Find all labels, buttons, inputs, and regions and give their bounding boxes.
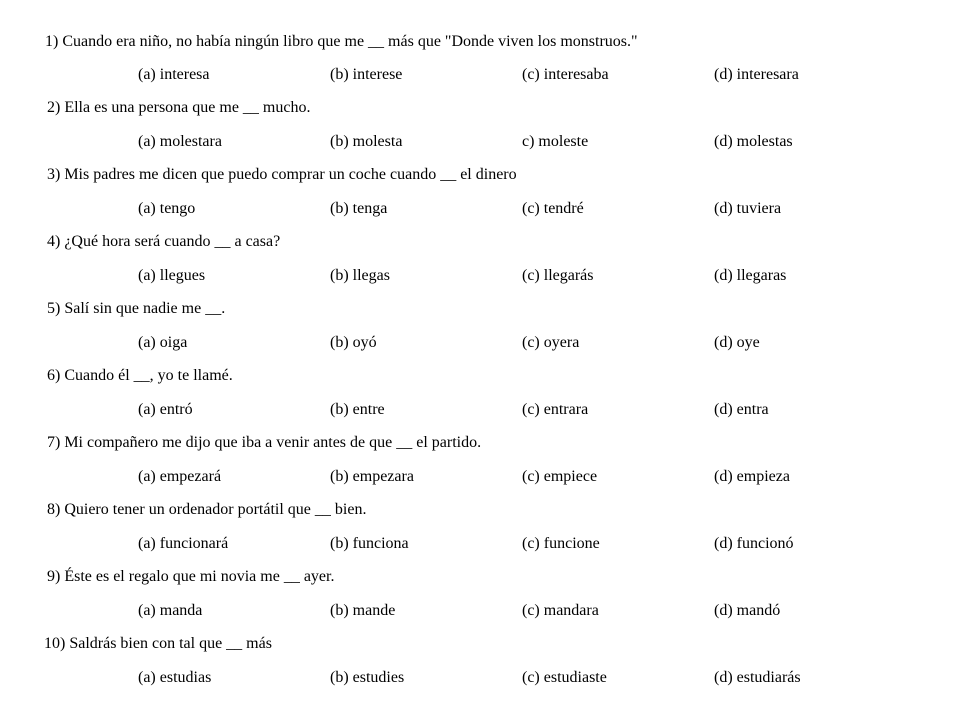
option-b: (b) empezara <box>330 468 414 485</box>
option-c: (c) llegarás <box>522 267 594 284</box>
option-d: (d) entra <box>714 401 769 418</box>
question-4-options <box>138 266 938 286</box>
option-d: (d) molestas <box>714 133 793 150</box>
option-b: (b) molesta <box>330 133 403 150</box>
option-a: (a) manda <box>138 602 203 619</box>
question-1: 1) Cuando era niño, no había ningún libro que me __ más que "Donde viven los monstruos." <box>45 33 638 50</box>
option-a: (a) molestara <box>138 133 222 150</box>
option-a: (a) interesa <box>138 66 210 83</box>
option-c: (c) estudiaste <box>522 669 607 686</box>
question-5: 5) Salí sin que nadie me __. <box>47 300 226 317</box>
option-c: (c) entrara <box>522 401 589 418</box>
question-7: 7) Mi compañero me dijo que iba a venir antes de que __ el partido. <box>47 434 482 451</box>
question-6-options <box>138 400 938 420</box>
option-a: (a) entró <box>138 401 193 418</box>
option-d: (d) oye <box>714 334 760 351</box>
question-3: 3) Mis padres me dicen que puedo comprar un coche cuando __ el dinero <box>47 166 517 183</box>
option-d: (d) tuviera <box>714 200 782 217</box>
option-c: c) moleste <box>522 133 589 150</box>
option-c: (c) empiece <box>522 468 598 485</box>
question-10-options <box>138 668 938 688</box>
question-5-options <box>138 333 938 353</box>
option-c: (c) oyera <box>522 334 580 351</box>
option-b: (b) oyó <box>330 334 377 351</box>
option-b: (b) entre <box>330 401 385 418</box>
option-a: (a) oiga <box>138 334 188 351</box>
option-b: (b) estudies <box>330 669 405 686</box>
option-c: (c) tendré <box>522 200 584 217</box>
option-b: (b) funciona <box>330 535 409 552</box>
question-2: 2) Ella es una persona que me __ mucho. <box>47 99 311 116</box>
option-b: (b) interese <box>330 66 403 83</box>
option-b: (b) tenga <box>330 200 388 217</box>
option-d: (d) estudiarás <box>714 669 801 686</box>
option-d: (d) mandó <box>714 602 781 619</box>
option-b: (b) mande <box>330 602 396 619</box>
option-d: (d) llegaras <box>714 267 787 284</box>
question-8: 8) Quiero tener un ordenador portátil que __ bien. <box>47 501 367 518</box>
option-a: (a) funcionará <box>138 535 229 552</box>
question-7-options <box>138 467 938 487</box>
option-c: (c) funcione <box>522 535 600 552</box>
question-3-options <box>138 199 938 219</box>
option-d: (d) interesara <box>714 66 799 83</box>
question-10: 10) Saldrás bien con tal que __ más <box>44 635 272 652</box>
option-a: (a) estudias <box>138 669 212 686</box>
question-9: 9) Éste es el regalo que mi novia me __ ayer. <box>47 568 335 585</box>
question-9-options <box>138 601 938 621</box>
question-1-options <box>138 65 938 85</box>
option-a: (a) empezará <box>138 468 222 485</box>
question-6: 6) Cuando él __, yo te llamé. <box>47 367 233 384</box>
option-c: (c) interesaba <box>522 66 609 83</box>
option-b: (b) llegas <box>330 267 390 284</box>
question-8-options <box>138 534 938 554</box>
question-4: 4) ¿Qué hora será cuando __ a casa? <box>47 233 281 250</box>
option-a: (a) llegues <box>138 267 206 284</box>
option-d: (d) empieza <box>714 468 790 485</box>
question-2-options <box>138 132 938 152</box>
option-a: (a) tengo <box>138 200 196 217</box>
option-d: (d) funcionó <box>714 535 794 552</box>
option-c: (c) mandara <box>522 602 599 619</box>
